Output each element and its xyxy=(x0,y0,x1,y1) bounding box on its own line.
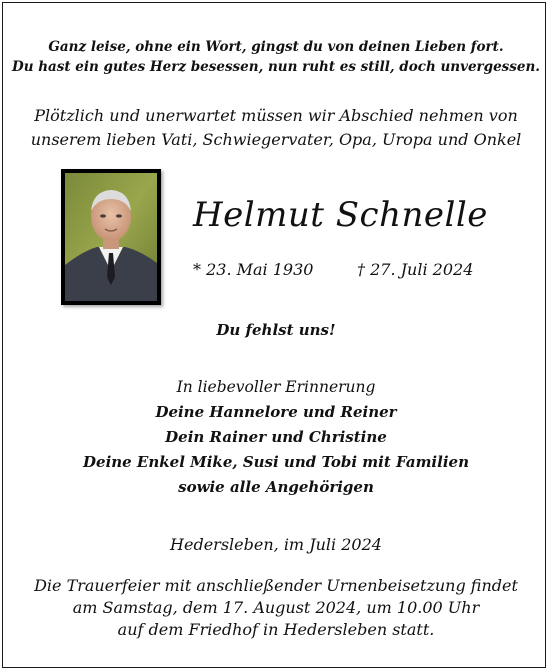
mourner-line: Deine Hannelore und Reiner xyxy=(155,403,397,421)
memory-heading: In liebevoller Erinnerung xyxy=(176,378,376,396)
mourners-block xyxy=(3,375,549,500)
intro-line-2: unserem lieben Vati, Schwiegervater, Opa, Uropa und Onkel xyxy=(30,130,522,149)
verse-line-1: Ganz leise, ohne ein Wort, gingst du von deinen Lieben fort. xyxy=(48,39,504,55)
place-date: Hedersleben, im Juli 2024 xyxy=(170,535,382,554)
verse xyxy=(3,37,549,77)
intro-text xyxy=(3,104,549,152)
verse-line-2: Du hast ein gutes Herz besessen, nun ruht es still, doch unvergessen. xyxy=(11,59,540,75)
mourner-line: sowie alle Angehörigen xyxy=(178,478,374,496)
funeral-line-3: auf dem Friedhof in Hedersleben statt. xyxy=(117,620,435,639)
deceased-name: Helmut Schnelle xyxy=(193,195,488,235)
obituary-notice xyxy=(2,2,546,668)
mourner-line: Deine Enkel Mike, Susi und Tobi mit Familien xyxy=(83,453,469,471)
death-date: † 27. Juli 2024 xyxy=(357,260,474,279)
message: Du fehlst uns! xyxy=(216,321,336,339)
intro-line-1: Plötzlich und unerwartet müssen wir Abschied nehmen von xyxy=(34,106,518,125)
funeral-line-2: am Samstag, dem 17. August 2024, um 10.00 Uhr xyxy=(72,598,480,617)
birth-date: * 23. Mai 1930 xyxy=(193,260,314,279)
portrait-photo xyxy=(61,169,161,305)
funeral-info xyxy=(3,575,549,641)
mourner-line: Dein Rainer und Christine xyxy=(165,428,387,446)
funeral-line-1: Die Trauerfeier mit anschließender Urnenbeisetzung findet xyxy=(34,576,518,595)
